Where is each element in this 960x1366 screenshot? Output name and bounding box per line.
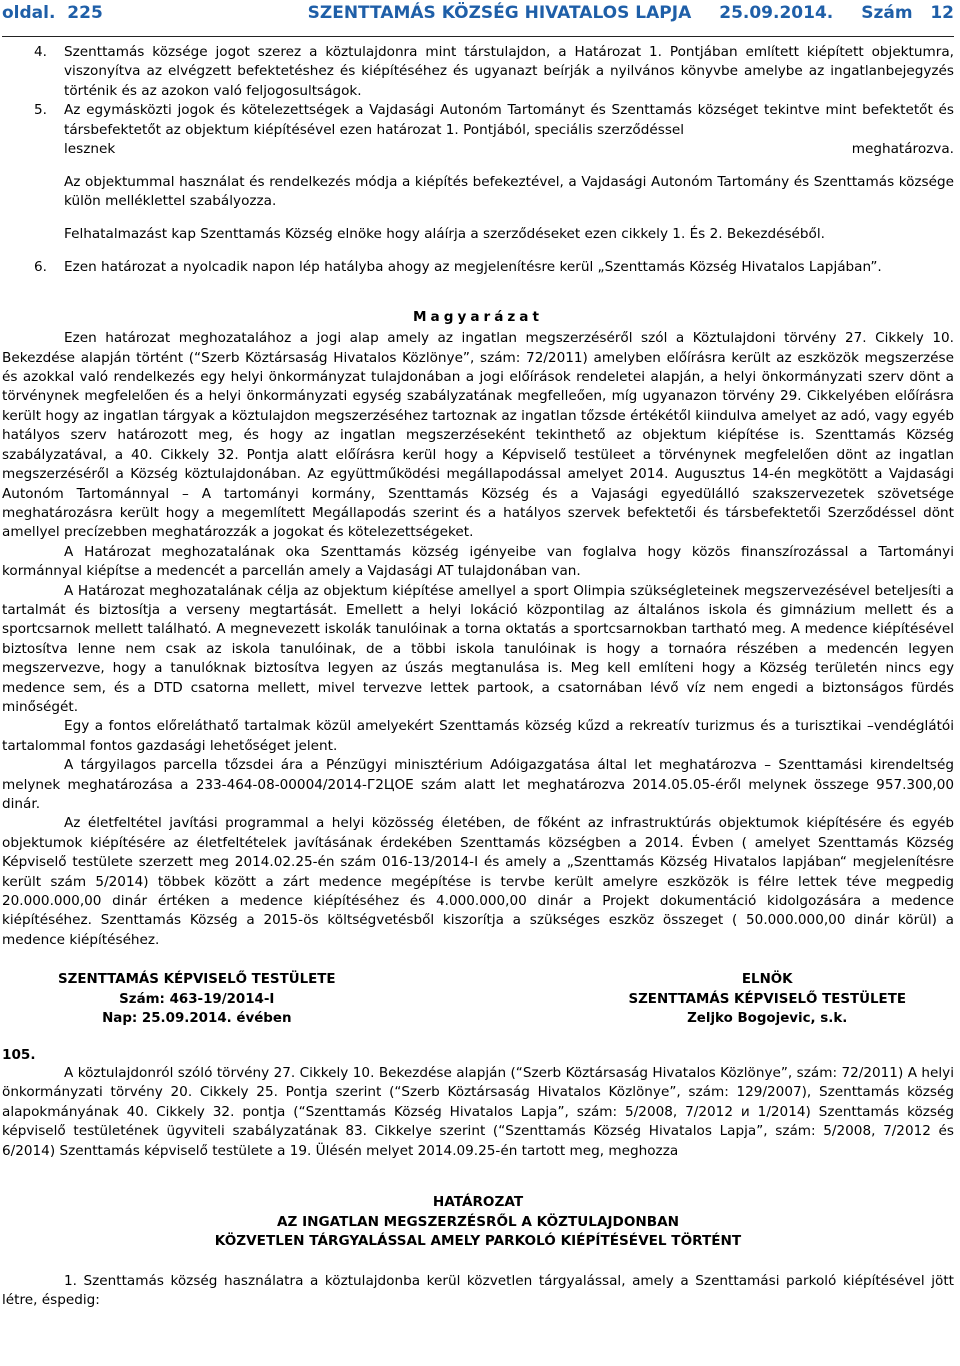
point-text: Ezen határozat a nyolcadik napon lép hatályba ahogy az megjelenítésre kerül „Szenttamás Község Hivatalos Lapjában”. xyxy=(64,259,882,276)
explanation-paragraph: Egy a fontos előreláthatő tartalmak közül amelyekért Szenttamás község kűzd a rekreatív turizmus és a turisztikai –vendéglátói tartalommal fontos gazdasági lehetőséget jelent. xyxy=(2,718,954,754)
president-title: ELNÖK xyxy=(741,972,793,988)
decision-date: Nap: 25.09.2014. évében xyxy=(102,1011,292,1027)
council-name: SZENTTAMÁS KÉPVISELŐ TESTÜLETE xyxy=(58,972,336,988)
header-left xyxy=(2,4,103,23)
page-header xyxy=(2,0,954,37)
decision-reference: Szám: 463-19/2014-I xyxy=(119,991,275,1007)
decision-title-line3: KÖZVETLEN TÁRGYALÁSSAL AMELY PARKOLÓ KIÉPÍTÉSÉVEL TÖRTÉNT xyxy=(214,1233,742,1250)
decision-title-line1: HATÁROZAT xyxy=(432,1193,524,1210)
decision-point-1: 1. Szenttamás község használatra a köztulajdonba kerül közvetlen tárgyalással, amely a Szenttamási parkoló kiépítésével jött létre, éspedig: xyxy=(2,1272,954,1309)
explanation-paragraph: A tárgyilagos parcella tőzsdei ára a Pénzügyi minisztérium Adóigazgatása által let meghatározva – Szenttamási kirendeltség melynek meghatározása a 233-464-08-00004/2014-Г2ЦОЕ szám alatt let meghatározva 2014.05.05-éről melynek összege 957.300,00 dinár. xyxy=(2,757,954,812)
president-name: Zeljko Bogojevic, s.k. xyxy=(687,1011,848,1027)
issue-date: 25.09.2014. xyxy=(719,3,834,23)
issue-number: Szám 12 xyxy=(861,3,954,23)
decision-points xyxy=(2,43,954,278)
explanation-paragraph: A Határozat meghozatalának oka Szenttamás község igényeibe van foglalva hogy közös finanszírozással a Tartományi kormánnyal kiépítse a medencét a parcellán amely a Vajdasági AT tulajdonában van. xyxy=(2,543,954,580)
explanation-paragraph: Az életfeltétel javítási programmal a helyi közösség életében, de főként az infrastruktúrás objektumok kiépítésére és egyéb objektumok kiépítésére az életfeltételek javításának érdekében Szenttamás községben a 2014. Évben ( amelyet Szenttamás Község Képviselő testülete szerzett meg 2014.02.25-én szám 016-13/2014-I és amely a „Szenttamás Község Hivatalos lapjában“ megjelenítésre került szám 5/2014) többek között a zárt medence megépítése is tervbe került amelyre eszközök is félre lettek téve megpedig 20.000.000,00 dinár értéken a medence kiépítéséhez és 4.000.000,00 dinár a Projekt dokumentáció kidolgozására a medence kiépítéséhez. Szenttamás Község a 2015-ös költségvetésből kiszorítja a szükséges eszköz összeget ( 50.000.000,00 dinár körül) a medence kiépítéséhez. xyxy=(2,815,954,948)
point-5-last-line xyxy=(64,140,954,159)
journal-title: SZENTTAMÁS KÖZSÉG HIVATALOS LAPJA xyxy=(307,3,692,23)
point-4 xyxy=(2,43,954,101)
decision-title-line2: AZ INGATLAN MEGSZERZÉSRŐL A KÖZTULAJDONBAN xyxy=(276,1213,680,1230)
point-5 xyxy=(2,101,954,159)
signature-block xyxy=(2,970,954,1028)
point-5-last-left: lesznek xyxy=(64,141,116,158)
council-name-right: SZENTTAMÁS KÉPVISELŐ TESTÜLETE xyxy=(628,991,906,1007)
point-text xyxy=(64,101,954,159)
point-6 xyxy=(2,258,954,277)
explanation-heading: Magyarázat xyxy=(413,308,543,325)
header-right xyxy=(308,4,954,23)
point-number: 5. xyxy=(34,102,47,119)
explanation-paragraph: A Határozat meghozatalának célja az objektum kiépítése amellyel a sport Olimpia szükségleteinek megszervezésével beteljesíti a tartalmát és biztosítja a verseny megtartását. Emellett a helyi lokáció központilag az általános iskola és gimnázium mellett és a sportcsarnok mellett található. A megnevezett iskolák tanulóinak a torna oktatás a sportcsarnokban tartható meg. A medence kiépítésével biztosítva lenne nem csak az iskola tanulóinak, de a többi iskola tanulóinak is hogy a tornaóra részében a medencén legyen megszervezve, hogy a tanulóknak biztosítva legyen az úszás megtanulása is. Meg kell említeni hogy a Község területén nincs egy medence sem, és a DTD csatorna mellett, mivel tervezve lettek partook, a csatornában lévő víz nem engedi a biztonságos fürdés minőségét. xyxy=(2,582,954,715)
decision-title xyxy=(2,1193,954,1252)
point-number: 4. xyxy=(34,44,47,60)
point-5-sub-1: Az objektummal használat és rendelkezés módja a kiépítés befekeztével, a Vajdasági Autonóm Tartomány és Szenttamás községe külön melléklettel szabályozza. xyxy=(64,174,954,210)
point-5-sub-2: Felhatalmazást kap Szenttamás Község elnöke hogy aláírja a szerződéseket ezen cikkely 1. És 2. Bekezdéséből. xyxy=(64,226,825,243)
page-number: 225 xyxy=(67,3,103,23)
point-number: 6. xyxy=(34,259,47,276)
decision-number: 105. xyxy=(2,1047,36,1064)
point-text: Szenttamás községe jogot szerez a köztulajdonra mint társtulajdon, a Határozat 1. Pontjában említett kiépített objektumra, viszonyítva az elvégzett befektetéshez és kiépítéséhez és ugyanazt beírják a nyilvános könyvbe amelybe az ingatlanbejegyzés történik és az azokon való feljogosultságok. xyxy=(64,44,954,99)
decision-preamble: A köztulajdonról szóló törvény 27. Cikkely 10. Bekezdése alapján (“Szerb Köztársaság Hivatalos Közlönye”, szám: 72/2011) A helyi önkormányzati törvény 20. Cikkely 25. Pontja szerint (“Szerb Köztársaság Hivatalos Közlönye”, szám: 129/2007), Szenttamás község alapokmányának 40. Cikkely 32. pontja (“Szenttamás Község Hivatalos Lapja”, szám: 5/2008, 7/2012 и 1/2014) Szenttamás község képviselő testületének ügyviteli szabályzatának 83. Cikkelye szerint (“Szenttamás Község Hivatalos Lapja”, szám: 5/2008, 7/2012 és 6/2014) Szenttamás képviselő testülete a 19. Ülésén melyet 2014.09.25-én tartott meg, meghozza xyxy=(2,1064,954,1159)
explanation-paragraph: Ezen határozat meghozatalához a jogi alap amely az ingatlan megszerzéséről szól a Köztulajdoni törvény 27. Cikkely 10. Bekezdése alapján történt (“Szerb Köztársaság Hivatalos Közlönye”, szám: 72/2011) amelyben előírásra került az eszközök megszerzése és azokkal való rendelkezés egy helyi önkormányzat tulajdonában a jogi előírások rendeletei alapján, a helyi önkormányzati szerv dönt a törvénynek megfelelően és a helyi önkormányzati egység szabályzatának megfelleően, míg ugyanazon törvény 29. Cikkelyében előírásra került hogy az ingatlan tárgyak a köztulajdon megszerzéséhez tartoznak az ingatlan tőzsde értékétől kiindulva amelyet az adó, vagy egyéb hatályos szerv határozott meg, és hogy az ingatlan megszerzéseként tekinthető az objektum kiépítése is. Szenttamás Község szabályzatával, a 40. Cikkely 32. Pontja alatt előírásra kerül hogy a Képviselő testüleet a törvénynek megfelelően dönt az ingatlan megszerzéséről a Község köztulajdonában. Az együttműködési megállapodással amelyet 2014. Augusztus 14-én megkötött a Vajdasági Autonóm Tartománnyal – A tartományi kormány, Szenttamás Község és a Vajasági egyedülálló szakszervezetek szövetsége meghatározásra került hogy a megemlített Megállapodás szerint és a hatályos szervek befektetői és társbefektetői Szerződéssel dönt amellyel precízebben meghatározzák a jogokat és kötelezettségeket. xyxy=(2,330,954,541)
explanation-body xyxy=(2,329,954,950)
point-5-last-right: meghatározva. xyxy=(851,141,954,158)
point-5-main: Az egymásközti jogok és kötelezettségek a Vajdasági Autonóm Tartományt és Szenttamás községet tekintve mint befektetőt és társbefektetőt az objektum kiépítésével ezen határozat 1. Pontjából, speciális szerződéssel xyxy=(64,102,954,138)
page-label: oldal. xyxy=(2,3,56,23)
signature-left xyxy=(2,970,336,1028)
signature-right xyxy=(628,970,954,1028)
